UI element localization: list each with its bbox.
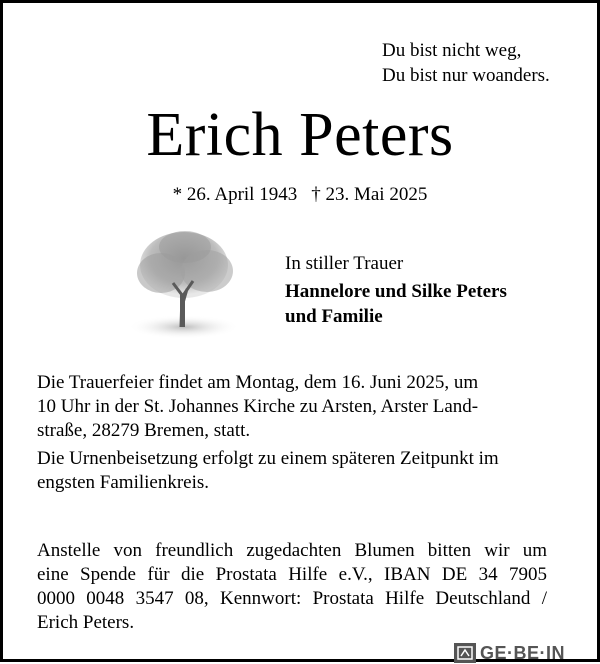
birth-date: * 26. April 1943 (172, 184, 298, 205)
funeral-paragraph (37, 371, 547, 443)
donation-line: Anstelle von freundlich zugedachten Blumen bitten wir um (37, 540, 547, 561)
mourner-names (285, 279, 507, 329)
mourner-line-1: Hannelore und Silke Peters (285, 281, 507, 302)
donation-line: eine Spende für die Prostata Hilfe e.V., IBAN DE 34 7905 (37, 564, 547, 585)
funeral-info (37, 371, 547, 495)
funeral-line: Die Trauerfeier findet am Montag, dem 16. Juni 2025, um (37, 372, 479, 393)
mourners-block (285, 251, 507, 329)
deceased-name: Erich Peters (146, 101, 454, 169)
donation-notice (37, 539, 547, 635)
gebein-logo-mark-icon (454, 643, 476, 663)
tree-icon (125, 225, 243, 343)
publisher-logo (454, 642, 565, 664)
logo-text: GE·BE·IN (480, 642, 565, 663)
funeral-line: 10 Uhr in der St. Johannes Kirche zu Arsten, Arster Land- (37, 396, 479, 417)
mourner-line-2: und Familie (285, 306, 383, 327)
memorial-quote (382, 38, 550, 88)
donation-line: Erich Peters. (37, 612, 135, 633)
quote-line-2: Du bist nur woanders. (382, 65, 550, 86)
urn-paragraph (37, 447, 547, 495)
mourning-intro: In stiller Trauer (285, 253, 404, 274)
donation-line: 0000 0048 3547 08, Kennwort: Prostata Hilfe Deutschland / (37, 588, 547, 609)
life-dates (3, 182, 597, 208)
urn-line: Die Urnenbeisetzung erfolgt zu einem späteren Zeitpunkt im (37, 448, 499, 469)
funeral-line: straße, 28279 Bremen, statt. (37, 420, 251, 441)
urn-line: engsten Familienkreis. (37, 472, 210, 493)
death-date: † 23. Mai 2025 (311, 184, 428, 205)
quote-line-1: Du bist nicht weg, (382, 40, 522, 61)
